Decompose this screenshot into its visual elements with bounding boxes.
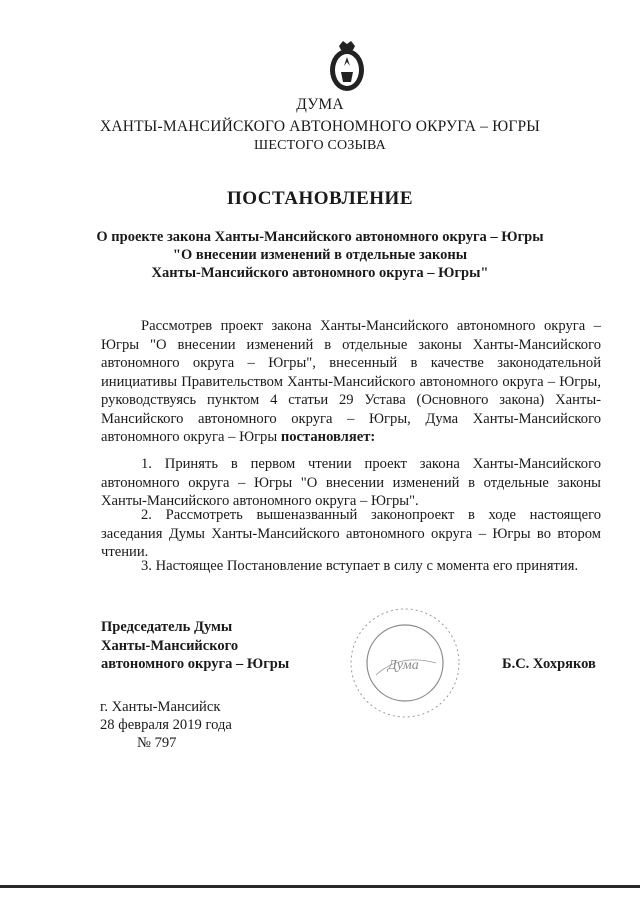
subject-line-2: "О внесении изменений в отдельные законы (172, 247, 468, 263)
svg-text:Дума: Дума (388, 658, 419, 673)
signatory-name: Б.С. Хохряков (502, 656, 596, 672)
decree-item-3: 3. Настоящее Постановление вступает в силу с момента его принятия. (141, 558, 579, 574)
position-line-1: Председатель Думы (101, 619, 233, 635)
position-line-2: Ханты-Мансийского (101, 637, 239, 654)
preamble-paragraph (101, 317, 601, 447)
decree-word: постановляет: (280, 429, 376, 445)
header-convocation: ШЕСТОГО СОЗЫВА (254, 138, 386, 153)
coat-of-arms-emblem (327, 38, 367, 94)
header-district: ХАНТЫ-МАНСИЙСКОГО АВТОНОМНОГО ОКРУГА – ЮГРЫ (99, 118, 541, 135)
subject-line-3: Ханты-Мансийского автономного округа – Югры" (151, 265, 489, 281)
position-line-3: автономного округа – Югры (101, 656, 290, 672)
signatory-position (101, 618, 289, 674)
bottom-rule (0, 885, 640, 888)
official-stamp (340, 603, 470, 723)
subject-line-1: О проекте закона Ханты-Мансийского автономного округа – Югры (96, 229, 544, 245)
decree-item-2: 2. Рассмотреть вышеназванный законопроект в ходе настоящего заседания Думы Ханты-Мансийского автономного округа – Югры во втором чтении. (101, 507, 601, 560)
document-title: ПОСТАНОВЛЕНИЕ (226, 188, 414, 209)
preamble-text: Рассмотрев проект закона Ханты-Мансийского автономного округа – Югры "О внесении изменений в отдельные законы Ханты-Мансийского автономного округа – Югры", внесенный в качестве законодательной инициативы Правительством Ханты-Мансийского автономного округа – Югры, руководствуясь пунктом 4 статьи 29 Устава (Основного закона) Ханты-Мансийского автономного округа – Югры, Дума Ханты-Мансийского автономного округа – Югры (101, 318, 601, 445)
document-number: № 797 (137, 735, 177, 751)
header-duma: ДУМА (296, 96, 344, 113)
issue-city: г. Ханты-Мансийск (100, 699, 221, 715)
issue-date: 28 февраля 2019 года (100, 717, 232, 733)
decree-item-1: 1. Принять в первом чтении проект закона Ханты-Мансийского автономного округа – Югры "О внесении изменений в отдельные законы Ханты-Мансийского автономного округа – Югры". (101, 456, 601, 509)
